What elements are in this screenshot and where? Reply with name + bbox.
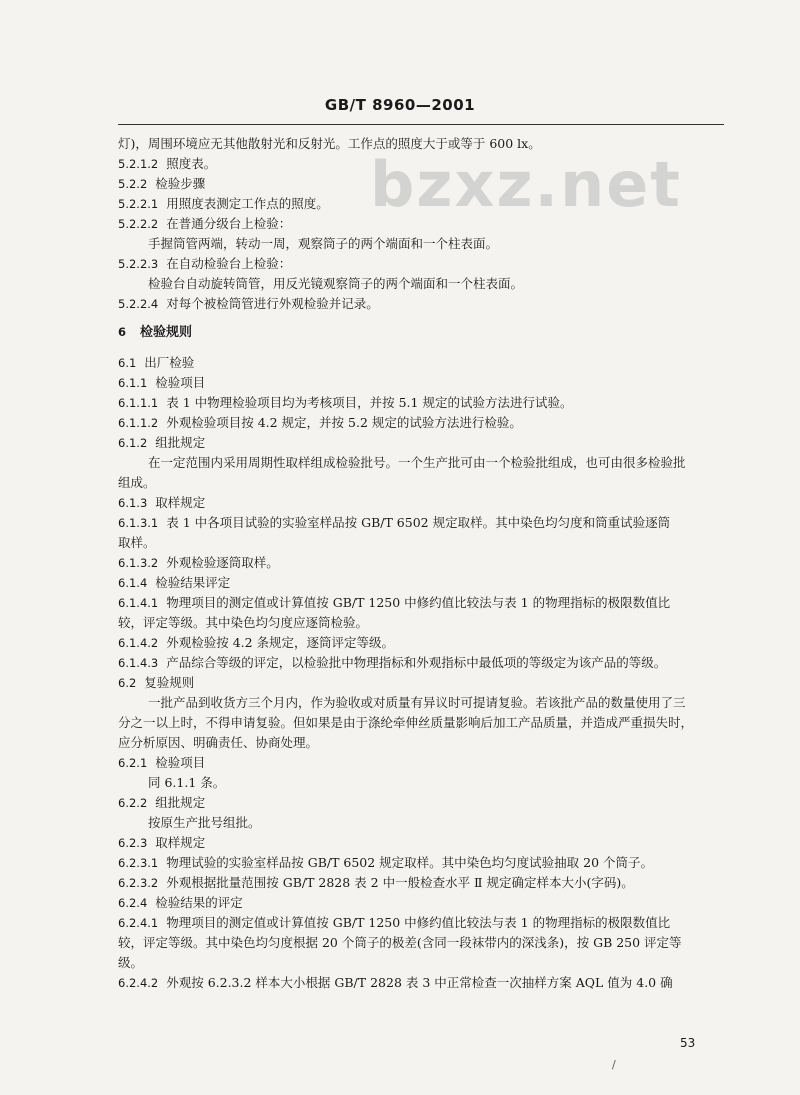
document-line bbox=[118, 593, 724, 613]
section-heading-6 bbox=[118, 322, 724, 343]
clause-block-6 bbox=[118, 353, 724, 993]
clause-text: 在自动检验台上检验： bbox=[166, 256, 292, 271]
clause-text: 组批规定 bbox=[155, 795, 206, 810]
document-line bbox=[118, 373, 724, 393]
clause-number: 6.1.2 bbox=[118, 436, 148, 450]
document-line bbox=[118, 773, 724, 793]
document-line bbox=[118, 853, 724, 873]
clause-text: 取样规定 bbox=[155, 495, 206, 510]
clause-text: 取样。 bbox=[118, 535, 156, 550]
document-line bbox=[118, 194, 724, 214]
clause-text: 外观根据批量范围按 GB/T 2828 表 2 中一般检查水平 Ⅱ 规定确定样本大小(字码)。 bbox=[166, 875, 634, 890]
clause-number: 5.2.1.2 bbox=[118, 157, 159, 171]
clause-text: 较，评定等级。其中染色均匀度应逐筒检验。 bbox=[118, 615, 369, 630]
clause-text: 同 6.1.1 条。 bbox=[148, 775, 226, 790]
clause-text: 应分析原因、明确责任、协商处理。 bbox=[118, 735, 319, 750]
clause-text: 按原生产批号组批。 bbox=[148, 815, 261, 830]
document-line bbox=[118, 294, 724, 314]
document-line bbox=[118, 893, 724, 913]
document-line bbox=[118, 513, 724, 533]
clause-text: 检验台自动旋转筒管，用反光镜观察筒子的两个端面和一个柱表面。 bbox=[148, 276, 524, 291]
clause-text: 复验规则 bbox=[144, 675, 195, 690]
document-line bbox=[118, 573, 724, 593]
clause-text: 外观按 6.2.3.2 样本大小根据 GB/T 2828 表 3 中正常检查一次抽样方案 AQL 值为 4.0 确 bbox=[166, 975, 673, 990]
clause-text: 外观检验项目按 4.2 规定，并按 5.2 规定的试验方法进行检验。 bbox=[166, 415, 522, 430]
document-line bbox=[118, 653, 724, 673]
document-line bbox=[118, 433, 724, 453]
clause-text: 物理项目的测定值或计算值按 GB/T 1250 中修约值比较法与表 1 的物理指标的极限数值比 bbox=[166, 915, 671, 930]
document-line bbox=[118, 793, 724, 813]
document-line bbox=[118, 913, 724, 933]
clause-number: 6.1.4.2 bbox=[118, 636, 159, 650]
document-line bbox=[118, 353, 724, 373]
document-line bbox=[118, 473, 724, 493]
document-line bbox=[118, 254, 724, 274]
clause-text: 组成。 bbox=[118, 475, 156, 490]
document-line bbox=[118, 174, 724, 194]
document-line bbox=[118, 533, 724, 553]
clause-text: 分之一以上时，不得申请复验。但如果是由于涤纶牵伸丝质量影响后加工产品质量，并造成严重损失时， bbox=[118, 715, 694, 730]
document-body bbox=[118, 134, 724, 993]
clause-text: 表 1 中各项目试验的实验室样品按 GB/T 6502 规定取样。其中染色均匀度和筒重试验逐筒 bbox=[166, 515, 671, 530]
document-line bbox=[118, 933, 724, 953]
clause-number: 6.1.3 bbox=[118, 496, 148, 510]
document-line bbox=[118, 833, 724, 853]
document-line bbox=[118, 813, 724, 833]
document-line bbox=[118, 953, 724, 973]
clause-text: 灯)，周围环境应无其他散射光和反射光。工作点的照度大于或等于 600 lx。 bbox=[118, 136, 541, 151]
document-line bbox=[118, 134, 724, 154]
clause-text: 出厂检验 bbox=[144, 355, 195, 370]
section-title: 检验规则 bbox=[140, 325, 193, 340]
document-line bbox=[118, 234, 724, 254]
watermark-text: bzxz.net bbox=[370, 148, 682, 221]
clause-number: 5.2.2 bbox=[118, 177, 148, 191]
page-number: 53 bbox=[680, 1036, 696, 1050]
clause-text: 在一定范围内采用周期性取样组成检验批号。一个生产批可由一个检验批组成，也可由很多检验批 bbox=[148, 455, 686, 470]
clause-text: 表 1 中物理检验项目均为考核项目，并按 5.1 规定的试验方法进行试验。 bbox=[166, 395, 573, 410]
clause-text: 物理项目的测定值或计算值按 GB/T 1250 中修约值比较法与表 1 的物理指标的极限数值比 bbox=[166, 595, 671, 610]
clause-number: 6.1.1.1 bbox=[118, 396, 159, 410]
clause-text: 组批规定 bbox=[155, 435, 206, 450]
clause-text: 物理试验的实验室样品按 GB/T 6502 规定取样。其中染色均匀度试验抽取 20 个筒子。 bbox=[166, 855, 654, 870]
document-line bbox=[118, 214, 724, 234]
scan-mark: / bbox=[612, 1058, 616, 1071]
header-rule bbox=[118, 124, 724, 125]
clause-text: 检验项目 bbox=[155, 375, 206, 390]
clause-text: 照度表。 bbox=[166, 156, 217, 171]
clause-number: 5.2.2.3 bbox=[118, 257, 159, 271]
clause-text: 取样规定 bbox=[155, 835, 206, 850]
clause-number: 6.2.4.1 bbox=[118, 916, 159, 930]
section-number: 6 bbox=[118, 325, 127, 339]
clause-text: 用照度表测定工作点的照度。 bbox=[166, 196, 329, 211]
clause-number: 5.2.2.1 bbox=[118, 197, 159, 211]
clause-number: 5.2.2.2 bbox=[118, 217, 159, 231]
document-line bbox=[118, 493, 724, 513]
clause-number: 6.2.1 bbox=[118, 756, 148, 770]
document-line bbox=[118, 274, 724, 294]
clause-number: 6.1.4 bbox=[118, 576, 148, 590]
document-line bbox=[118, 633, 724, 653]
clause-number: 6.1 bbox=[118, 356, 137, 370]
clause-number: 5.2.2.4 bbox=[118, 297, 159, 311]
clause-number: 6.2.3 bbox=[118, 836, 148, 850]
clause-text: 检验项目 bbox=[155, 755, 206, 770]
clause-text: 检验步骤 bbox=[155, 176, 206, 191]
document-line bbox=[118, 973, 724, 993]
clause-text: 产品综合等级的评定，以检验批中物理指标和外观指标中最低项的等级定为该产品的等级。 bbox=[166, 655, 667, 670]
clause-number: 6.1.3.1 bbox=[118, 516, 159, 530]
document-line bbox=[118, 673, 724, 693]
clause-number: 6.1.1 bbox=[118, 376, 148, 390]
document-line bbox=[118, 753, 724, 773]
document-line bbox=[118, 453, 724, 473]
document-line bbox=[118, 393, 724, 413]
document-line bbox=[118, 733, 724, 753]
clause-number: 6.1.4.1 bbox=[118, 596, 159, 610]
document-line bbox=[118, 713, 724, 733]
clause-number: 6.2.4.2 bbox=[118, 976, 159, 990]
clause-text: 手握筒管两端，转动一周，观察筒子的两个端面和一个柱表面。 bbox=[148, 236, 499, 251]
clause-text: 级。 bbox=[118, 955, 144, 970]
document-line bbox=[118, 693, 724, 713]
document-line bbox=[118, 873, 724, 893]
clause-number: 6.2.2 bbox=[118, 796, 148, 810]
clause-number: 6.1.3.2 bbox=[118, 556, 159, 570]
document-line bbox=[118, 154, 724, 174]
clause-block-5 bbox=[118, 134, 724, 314]
clause-text: 一批产品到收货方三个月内，作为验收或对质量有异议时可提请复验。若该批产品的数量使用了三 bbox=[148, 695, 686, 710]
clause-number: 6.1.4.3 bbox=[118, 656, 159, 670]
clause-text: 较，评定等级。其中染色均匀度根据 20 个筒子的极差(含同一段袜带内的深浅条)，按 GB 250 评定等 bbox=[118, 935, 682, 950]
clause-number: 6.2.4 bbox=[118, 896, 148, 910]
document-line bbox=[118, 413, 724, 433]
clause-number: 6.2.3.1 bbox=[118, 856, 159, 870]
clause-text: 检验结果评定 bbox=[155, 575, 231, 590]
clause-text: 在普通分级台上检验： bbox=[166, 216, 292, 231]
clause-text: 外观检验按 4.2 条规定，逐筒评定等级。 bbox=[166, 635, 395, 650]
clause-number: 6.1.1.2 bbox=[118, 416, 159, 430]
clause-number: 6.2 bbox=[118, 676, 137, 690]
clause-text: 外观检验逐筒取样。 bbox=[166, 555, 279, 570]
document-line bbox=[118, 613, 724, 633]
clause-text: 检验结果的评定 bbox=[155, 895, 243, 910]
clause-text: 对每个被检筒管进行外观检验并记录。 bbox=[166, 296, 379, 311]
document-line bbox=[118, 553, 724, 573]
clause-number: 6.2.3.2 bbox=[118, 876, 159, 890]
standard-header: GB/T 8960—2001 bbox=[324, 96, 476, 114]
